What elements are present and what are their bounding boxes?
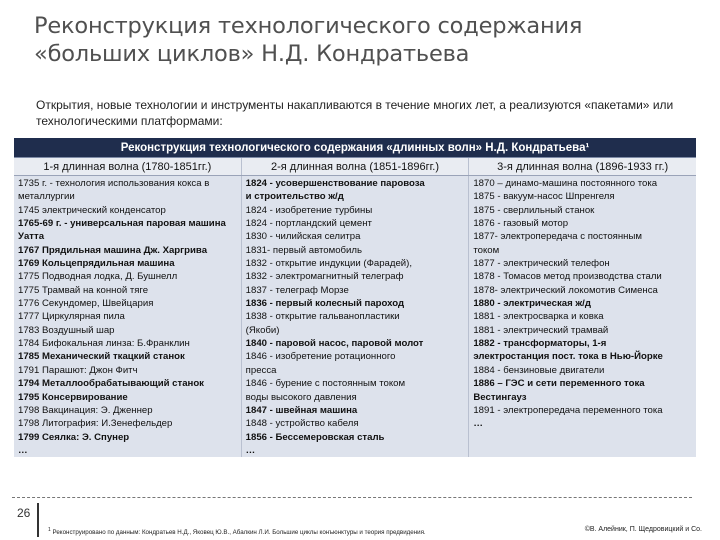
list-item: 1886 – ГЭС и сети переменного тока: [473, 378, 645, 390]
list-item: 1875 - вакуум-насос Шпренгеля: [473, 191, 615, 203]
column-headers: [14, 158, 696, 176]
list-item: 1830 - чилийская селитра: [245, 231, 361, 243]
copyright: ©В. Алейник, П. Щедровицкий и Со.: [584, 526, 702, 533]
list-item: 1881 - электросварка и ковка: [473, 311, 604, 323]
column-header-wave-1: 1-я длинная волна (1780-1851гг.): [43, 161, 212, 173]
list-item: 1878 - Томасов метод производства стали: [473, 271, 662, 283]
list-item: 1798 Вакцинация: Э. Дженнер: [18, 404, 153, 416]
kondratiev-waves-table: [14, 138, 696, 457]
list-item: 1880 - электрическая ж/д: [473, 298, 591, 310]
list-item: 1775 Трамвай на конной тяге: [18, 284, 149, 296]
list-item: …: [473, 418, 483, 430]
list-item: 1777 Циркулярная пила: [18, 311, 125, 323]
list-item: и строительство ж/д: [245, 191, 344, 203]
list-item: пресса: [245, 364, 277, 376]
list-item: 1846 - изобретение ротационного: [245, 351, 396, 363]
list-item: воды высокого давления: [245, 391, 357, 403]
list-item: 1837 - телеграф Морзе: [245, 284, 349, 296]
list-item: 1745 электрический конденсатор: [18, 204, 166, 216]
list-item: 1856 - Бессемеровская сталь: [245, 431, 385, 443]
list-item: 1882 - трансформаторы, 1-я: [473, 338, 607, 350]
footnote-marker: 1: [48, 527, 51, 533]
list-item: 1775 Подводная лодка, Д. Бушнелл: [18, 271, 178, 283]
list-item: током: [473, 244, 500, 256]
list-item: 1832 - электромагнитный телеграф: [245, 271, 404, 283]
list-item: электростанция пост. тока в Нью-Йорке: [473, 351, 663, 363]
list-item: 1798 Литография: И.Зенефельдер: [18, 418, 173, 430]
list-item: 1884 - бензиновые двигатели: [473, 364, 605, 376]
list-item: 1799 Сеялка: Э. Спунер: [18, 431, 130, 443]
list-item: Вестингауз: [473, 391, 527, 403]
list-item: 1794 Металлообрабатывающий станок: [18, 378, 204, 390]
column-wave-1: [14, 176, 241, 457]
slide-title: Реконструкция технологического содержания «больших циклов» Н.Д. Кондратьева: [34, 13, 583, 67]
list-item: 1848 - устройство кабеля: [245, 418, 359, 430]
footer-bar: [37, 503, 39, 537]
list-item: 1824 - портландский цемент: [245, 218, 372, 230]
footnote-text: Реконструировано по данным: Кондратьев Н.Д., Яковец Ю.В., Абалкин Л.И. Большие циклы конъюнктуры и теория предвидения.: [52, 529, 426, 537]
list-item: (Якоби): [245, 324, 280, 336]
intro-text: Открытия, новые технологии и инструменты накапливаются в течение многих лет, а реализуются «пакетами» или технологическими платформами:: [36, 98, 674, 128]
column-header-wave-3: 3-я длинная волна (1896-1933 гг.): [468, 158, 696, 175]
list-item: 1795 Консервирование: [18, 391, 128, 403]
footnote: [48, 527, 426, 536]
list-item: 1836 - первый колесный пароход: [245, 298, 405, 310]
list-item: 1791 Парашют: Джон Фитч: [18, 364, 138, 376]
table-header: Реконструкция технологического содержания «длинных волн» Н.Д. Кондратьева¹: [14, 138, 696, 158]
column-wave-2: [241, 176, 469, 457]
list-item: 1846 - бурение с постоянным током: [245, 378, 406, 390]
list-item: 1831- первый автомобиль: [245, 244, 362, 256]
list-item: 1870 – динамо-машина постоянного тока: [473, 178, 658, 189]
list-item: металлургии: [18, 191, 75, 203]
list-item: 1824 - изобретение турбины: [245, 204, 373, 216]
list-item: 1881 - электрический трамвай: [473, 324, 609, 336]
list-item: 1784 Бифокальная линза: Б.Франклин: [18, 338, 190, 350]
list-item: 1735 г. - технология использования кокса в: [18, 178, 210, 189]
list-item: 1783 Воздушный шар: [18, 324, 115, 336]
list-item: 1824 - усовершенствование паровоза: [245, 178, 425, 189]
list-item: …: [18, 444, 28, 456]
list-item: 1769 Кольцепрядильная машина: [18, 258, 175, 270]
list-item: 1767 Прядильная машина Дж. Харгрива: [18, 244, 208, 256]
list-item: 1832 - открытие индукции (Фарадей),: [245, 258, 413, 270]
list-item: 1838 - открытие гальванопластики: [245, 311, 400, 323]
list-item: 1876 - газовый мотор: [473, 218, 569, 230]
page-number: 26: [17, 506, 31, 520]
list-item: 1877- электропередача с постоянным: [473, 231, 642, 243]
list-item: 1891 - электропередача переменного тока: [473, 404, 663, 416]
list-item: 1847 - швейная машина: [245, 404, 358, 416]
column-header-wave-2: 2-я длинная волна (1851-1896гг.): [241, 158, 469, 175]
table-body: [14, 176, 696, 457]
list-item: 1776 Секундомер, Швейцария: [18, 298, 154, 310]
column-wave-3: [468, 176, 696, 457]
list-item: Уатта: [18, 231, 45, 243]
list-item: 1840 - паровой насос, паровой молот: [245, 338, 424, 350]
list-item: 1785 Механический ткацкий станок: [18, 351, 185, 363]
list-item: 1877 - электрический телефон: [473, 258, 610, 270]
list-item: 1878- электрический локомотив Сименса: [473, 284, 658, 296]
list-item: 1875 - сверлильный станок: [473, 204, 595, 216]
list-item: …: [245, 444, 256, 456]
footer-divider: [12, 497, 692, 498]
list-item: 1765-69 г. - универсальная паровая машина: [18, 218, 226, 230]
